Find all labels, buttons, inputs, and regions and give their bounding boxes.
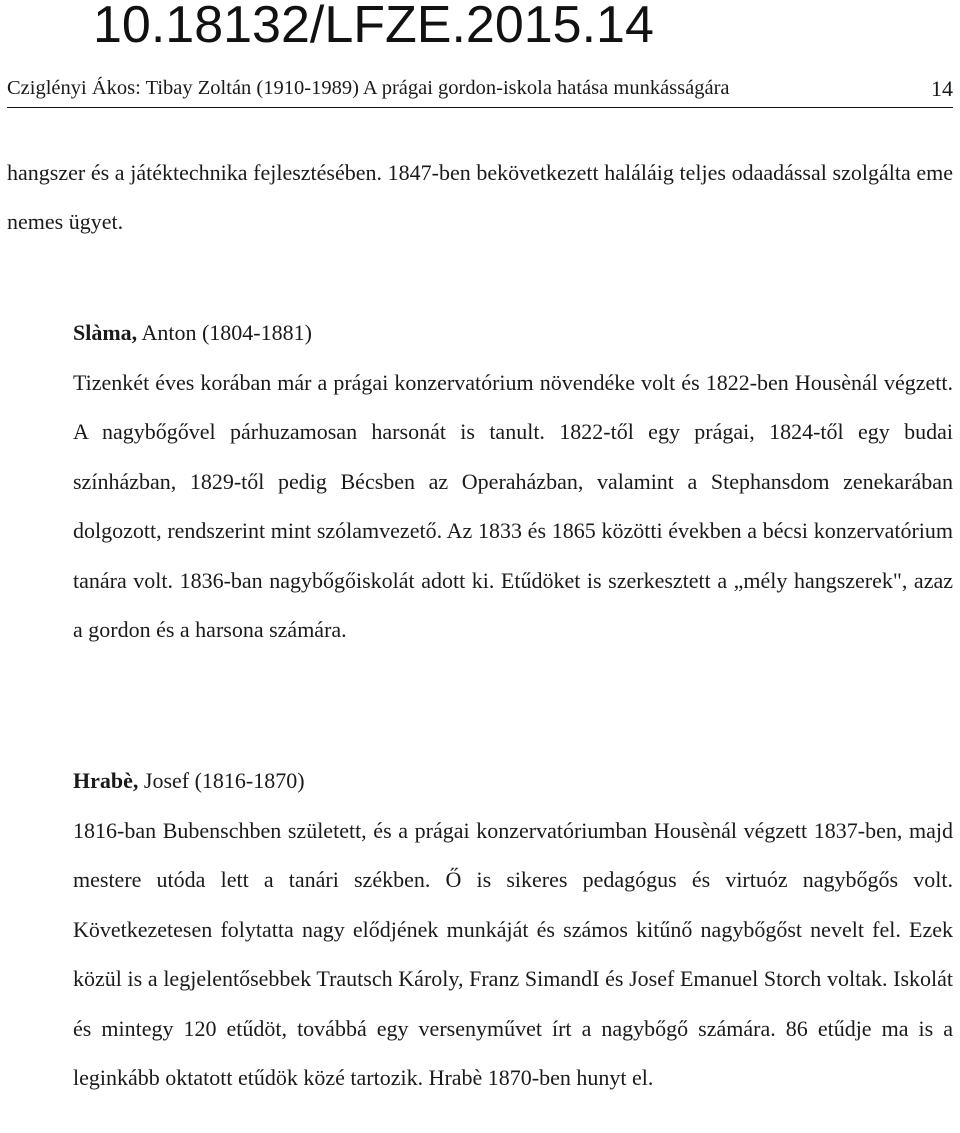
intro-paragraph: hangszer és a játéktechnika fejlesztésében. 1847-ben bekövetkezett haláláig teljes odaadással szolgálta eme nemes ügyet. xyxy=(7,160,953,235)
page-number: 14 xyxy=(931,76,953,101)
entry-details: Josef (1816-1870) xyxy=(143,768,305,793)
entry-name: Slàma, xyxy=(73,320,138,345)
entry-heading-slama xyxy=(73,318,312,348)
running-header xyxy=(7,73,953,108)
entry-heading-hrabe xyxy=(73,766,305,796)
running-title: Cziglényi Ákos: Tibay Zoltán (1910-1989) A prágai gordon-iskola hatása munkásságára xyxy=(7,77,730,99)
entry-details: Anton (1804-1881) xyxy=(141,320,312,345)
doi-identifier: 10.18132/LFZE.2015.14 xyxy=(93,0,654,54)
entry-body-hrabe: 1816-ban Bubenschben született, és a prágai konzervatóriumban Housènál végzett 1837-ben, majd mestere utóda lett a tanári székben. Ő is sikeres pedagógus és virtuóz nagybőgős volt. Következetesen folytatta nagy elődjének munkáját és számos kitűnő nagybőgőst nevelt fel. Ezek közül is a legjelentősebbek Trautsch Károly, Franz SimandI és Josef Emanuel Storch voltak. Iskolát és mintegy 120 etűdöt, továbbá egy versenyművet írt a nagybőgő számára. 86 etűdje ma is a leginkább oktatott etűdök közé tartozik. Hrabè 1870-ben hunyt el. xyxy=(73,818,953,1091)
entry-name: Hrabè, xyxy=(73,768,139,793)
entry-body-slama: Tizenkét éves korában már a prágai konzervatórium növendéke volt és 1822-ben Housènál végzett. A nagybőgővel párhuzamosan harsonát is tanult. 1822-től egy prágai, 1824-től egy budai színházban, 1829-től pedig Bécsben az Operaházban, valamint a Stephansdom zenekarában dolgozott, rendszerint mint szólamvezető. Az 1833 és 1865 közötti években a bécsi konzervatórium tanára volt. 1836-ban nagybőgőiskolát adott ki. Etűdöket is szerkesztett a „mély hangszerek", azaz a gordon és a harsona számára. xyxy=(73,370,953,643)
